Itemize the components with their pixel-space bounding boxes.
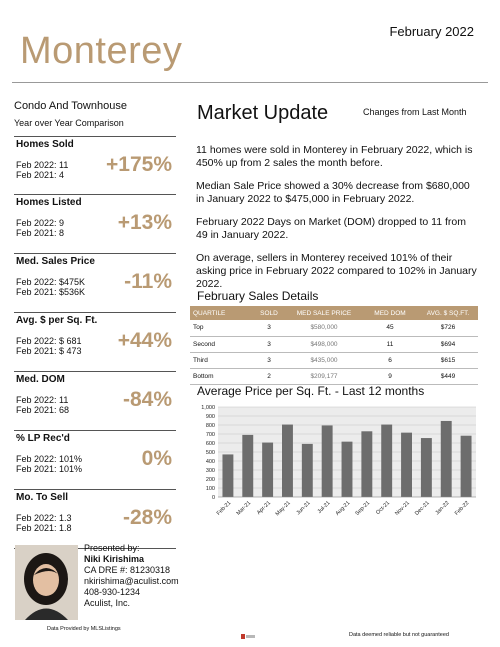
- bar: [262, 443, 273, 497]
- metric-change: +44%: [117, 329, 172, 352]
- table-cell: Bottom: [190, 368, 252, 384]
- market-summary: [196, 144, 480, 301]
- x-tick-label: Sep-21: [354, 500, 372, 517]
- y-tick-label: 800: [205, 423, 215, 429]
- table-cell: 9: [362, 368, 418, 384]
- table-cell: 3: [252, 336, 286, 352]
- metric-current: Feb 2022: $ 681: [16, 336, 82, 346]
- metric-previous: Feb 2021: 8: [16, 228, 65, 238]
- x-tick-label: Nov-21: [394, 500, 411, 517]
- x-tick-label: Aug-21: [334, 500, 352, 517]
- agent-info: [84, 543, 179, 609]
- table-cell: Third: [190, 352, 252, 368]
- sales-details-table: [190, 306, 478, 385]
- metrics-column: [14, 100, 176, 549]
- x-tick-label: Jan-22: [434, 500, 451, 517]
- metric-change: 0%: [141, 447, 172, 470]
- metric-previous: Feb 2021: 1.8: [16, 523, 72, 533]
- x-tick-label: Jun-21: [295, 500, 312, 517]
- table-cell: $694: [418, 336, 478, 352]
- y-tick-label: 1,000: [201, 405, 215, 411]
- header-divider: [12, 82, 488, 83]
- y-tick-label: 700: [205, 432, 215, 438]
- table-cell: $449: [418, 368, 478, 384]
- presented-by-label: Presented by:: [84, 543, 140, 553]
- bar: [401, 433, 412, 497]
- column-header: AVG. $ SQ.FT.: [418, 306, 478, 320]
- metric-title: Mo. To Sell: [16, 492, 69, 503]
- metric-title: Homes Listed: [16, 197, 82, 208]
- x-tick-label: Feb-21: [215, 500, 233, 517]
- metric-current: Feb 2022: 1.3: [16, 513, 72, 523]
- table-cell: Top: [190, 320, 252, 336]
- metric-previous: Feb 2021: 4: [16, 170, 65, 180]
- agent-email[interactable]: nkirishima@aculist.com: [84, 576, 179, 586]
- metric-block: [14, 313, 176, 372]
- table-header-row: [190, 306, 478, 320]
- table-row: [190, 352, 478, 368]
- table-cell: $435,000: [286, 352, 362, 368]
- y-tick-label: 0: [211, 495, 215, 501]
- bar: [322, 425, 333, 497]
- metric-block: [14, 490, 176, 549]
- comparison-label: Year over Year Comparison: [14, 118, 124, 128]
- metric-values: [16, 277, 85, 297]
- disclaimer: Data deemed reliable but not guaranteed: [349, 632, 449, 638]
- y-tick-label: 500: [205, 450, 215, 456]
- y-tick-label: 600: [205, 441, 215, 447]
- y-tick-label: 200: [205, 477, 215, 483]
- bar: [342, 442, 353, 497]
- x-tick-label: Dec-21: [414, 500, 431, 517]
- city-title: Monterey: [20, 30, 183, 72]
- y-tick-label: 100: [205, 486, 215, 492]
- agent-company: Aculist, Inc.: [84, 598, 131, 608]
- metric-current: Feb 2022: 101%: [16, 454, 83, 464]
- table-cell: 3: [252, 352, 286, 368]
- chart-title: Average Price per Sq. Ft. - Last 12 months: [197, 384, 425, 398]
- metric-values: [16, 513, 72, 533]
- x-tick-label: Oct-21: [375, 500, 392, 517]
- metric-change: +175%: [106, 153, 172, 176]
- metric-change: +13%: [117, 211, 172, 234]
- metric-values: [16, 218, 64, 238]
- bar: [282, 425, 293, 497]
- x-tick-label: Apr-21: [256, 500, 273, 517]
- table-cell: $209,177: [286, 368, 362, 384]
- table-cell: 11: [362, 336, 418, 352]
- bar: [421, 438, 432, 497]
- metric-change: -11%: [124, 270, 172, 293]
- summary-paragraph: On average, sellers in Monterey received 101% of their asking price in February 2022 compared to 102% in January 2022.: [196, 252, 477, 290]
- property-type: Condo And Townhouse: [14, 100, 127, 112]
- metric-values: [16, 454, 82, 474]
- table-cell: 6: [362, 352, 418, 368]
- table-cell: $615: [418, 352, 478, 368]
- bar: [302, 444, 313, 497]
- metric-previous: Feb 2021: 101%: [16, 464, 83, 474]
- table-cell: 2: [252, 368, 286, 384]
- summary-paragraph: Median Sale Price showed a 30% decrease from $680,000 in January 2022 to $475,000 in February 2022.: [196, 180, 470, 205]
- metric-block: [14, 431, 176, 490]
- bar: [381, 425, 392, 497]
- y-tick-label: 900: [205, 414, 215, 420]
- metric-block: [14, 254, 176, 313]
- sales-details-title: February Sales Details: [197, 289, 319, 303]
- agent-name: Niki Kirishima: [84, 554, 145, 564]
- market-update-title: Market Update: [197, 102, 329, 124]
- bar: [222, 454, 233, 497]
- table-cell: 45: [362, 320, 418, 336]
- bar: [441, 421, 452, 497]
- metric-change: -84%: [122, 388, 172, 411]
- table-row: [190, 320, 478, 336]
- table-cell: 3: [252, 320, 286, 336]
- metric-values: [16, 336, 82, 356]
- metric-list: [14, 136, 176, 549]
- metric-title: Med. DOM: [16, 374, 65, 385]
- metric-block: [14, 372, 176, 431]
- metric-title: Med. Sales Price: [16, 256, 95, 267]
- metric-block: [14, 136, 176, 195]
- column-header: QUARTILE: [190, 306, 252, 320]
- summary-paragraph: 11 homes were sold in Monterey in February 2022, which is 450% up from 2 sales the month before.: [196, 144, 473, 169]
- column-header: MED SALE PRICE: [286, 306, 362, 320]
- x-tick-label: May-21: [274, 500, 292, 518]
- metric-previous: Feb 2021: 68: [16, 405, 70, 415]
- table-cell: $580,000: [286, 320, 362, 336]
- price-per-sqft-chart: [192, 398, 482, 526]
- metric-current: Feb 2022: 9: [16, 218, 65, 228]
- metric-values: [16, 395, 69, 415]
- agent-photo: [15, 545, 78, 620]
- y-tick-label: 300: [205, 468, 215, 474]
- bar: [242, 435, 253, 497]
- metric-change: -28%: [122, 506, 172, 529]
- column-header: SOLD: [252, 306, 286, 320]
- brand-logo: [241, 627, 255, 645]
- metric-previous: Feb 2021: $ 473: [16, 346, 82, 356]
- metric-current: Feb 2022: $475K: [16, 277, 86, 287]
- table-row: [190, 368, 478, 384]
- bar: [361, 431, 372, 497]
- y-tick-label: 400: [205, 459, 215, 465]
- table-cell: $498,000: [286, 336, 362, 352]
- column-header: MED DOM: [362, 306, 418, 320]
- agent-phone[interactable]: 408-930-1234: [84, 587, 141, 597]
- metric-values: [16, 160, 68, 180]
- metric-title: Avg. $ per Sq. Ft.: [16, 315, 98, 326]
- metric-title: Homes Sold: [16, 139, 74, 150]
- market-update-subtitle: Changes from Last Month: [363, 107, 467, 117]
- metric-current: Feb 2022: 11: [16, 160, 69, 170]
- table-cell: Second: [190, 336, 252, 352]
- table-cell: $726: [418, 320, 478, 336]
- metric-title: % LP Rec'd: [16, 433, 70, 444]
- x-tick-label: Jul-21: [316, 500, 332, 516]
- metric-current: Feb 2022: 11: [16, 395, 69, 405]
- metric-block: [14, 195, 176, 254]
- x-tick-label: Mar-21: [235, 500, 253, 517]
- summary-paragraph: February 2022 Days on Market (DOM) dropped to 11 from 49 in January 2022.: [196, 216, 467, 241]
- x-tick-label: Feb-22: [453, 500, 471, 517]
- metric-previous: Feb 2021: $536K: [16, 287, 86, 297]
- table-row: [190, 336, 478, 352]
- bar: [461, 436, 472, 497]
- data-source-note: Data Provided by MLSListings: [47, 626, 121, 632]
- report-date: February 2022: [389, 24, 474, 39]
- agent-dre: CA DRE #: 81230318: [84, 565, 171, 575]
